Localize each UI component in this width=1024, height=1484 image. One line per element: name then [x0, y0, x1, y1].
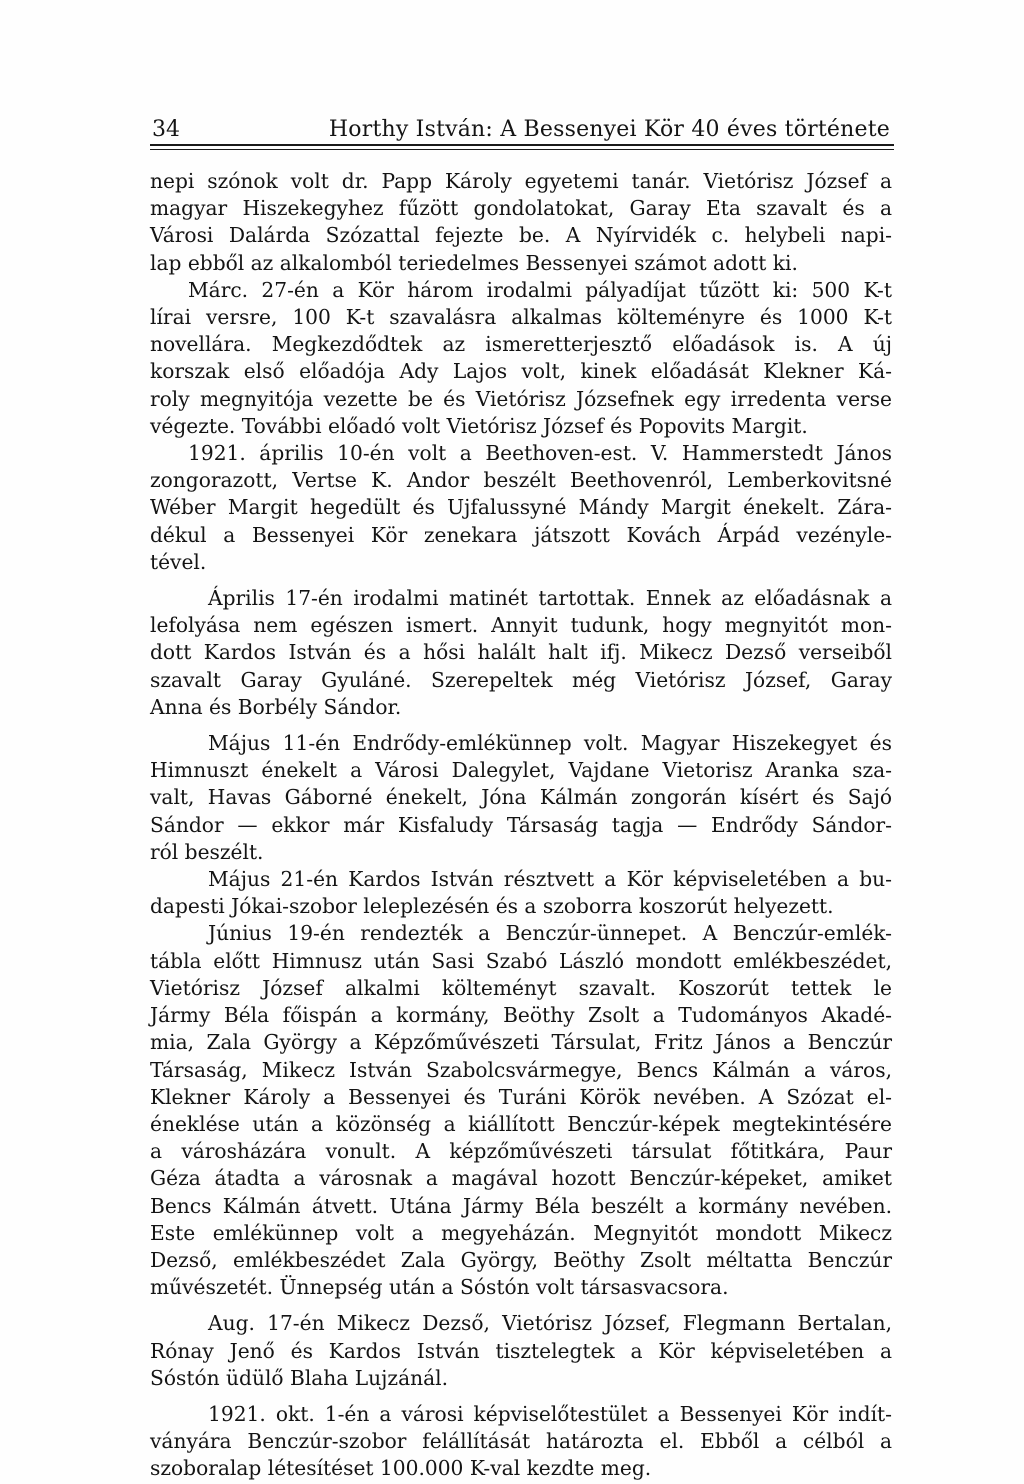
- text-line: dapesti Jókai-szobor leleplezésén és a szoborra koszorút helyezett.: [150, 894, 834, 919]
- text-line: ról beszélt.: [150, 839, 264, 864]
- text-line-content: Május 11-én Endrődy-emlékünnep volt. Magyar Hiszekegyet és: [208, 731, 892, 756]
- text-line: valt, Havas Gáborné énekelt, Jóna Kálmán zongorán kísért és Sajó: [150, 785, 892, 810]
- text-line: [150, 440, 892, 467]
- text-line-content: Április 17-én irodalmi matinét tartottak. Ennek az előadásnak a: [208, 586, 892, 611]
- text-line: Sándor — ekkor már Kisfaludy Társaság tagja — Endrődy Sándor-: [150, 812, 892, 837]
- text-line-content: 1921. április 10-én volt a Beethoven-est. V. Hammerstedt János: [188, 441, 892, 466]
- text-line: mia, Zala György a Képzőművészeti Társulat, Fritz János a Benczúr: [150, 1030, 892, 1055]
- text-line: Városi Dalárda Szózattal fejezte be. A Nyírvidék c. helybeli napi-: [150, 223, 892, 248]
- text-line: Géza átadta a városnak a magával hozott Benczúr-képeket, amiket: [150, 1166, 892, 1191]
- text-line-content: Május 21-én Kardos István résztvett a Kör képviseletében a bu-: [208, 867, 892, 892]
- text-line-content: 1921. okt. 1-én a városi képviselőtestület a Bessenyei Kör indít-: [208, 1401, 892, 1426]
- text-line: Jármy Béla főispán a kormány, Beöthy Zsolt a Tudományos Akadé-: [150, 1003, 892, 1028]
- text-line: magyar Hiszekegyhez fűzött gondolatokat, Garay Eta szavalt és a: [150, 196, 892, 221]
- text-line: [150, 1310, 892, 1337]
- text-line: Himnuszt énekelt a Városi Dalegylet, Vajdane Vietorisz Aranka sza-: [150, 758, 892, 783]
- text-line: [150, 1401, 892, 1428]
- header-rule: [150, 144, 894, 146]
- text-line: [150, 866, 892, 893]
- page-number: 34: [152, 117, 180, 142]
- text-line: novellára. Megkezdődtek az ismeretterjesztő előadások is. A új: [150, 332, 892, 357]
- text-line: Wéber Margit hegedült és Ujfalussyné Mándy Margit énekelt. Zára-: [150, 495, 892, 520]
- text-line: tével.: [150, 549, 207, 574]
- text-line: Társaság, Mikecz István Szabolcsvármegye, Bencs Kálmán a város,: [150, 1057, 892, 1082]
- text-line-content: Június 19-én rendezték a Benczúr-ünnepet. A Benczúr-emlék-: [208, 921, 892, 946]
- text-line: Bencs Kálmán átvett. Utána Jármy Béla beszélt a kormány nevében.: [150, 1193, 892, 1218]
- text-line: éneklése után a közönség a kiállított Benczúr-képek megtekintésére: [150, 1111, 892, 1136]
- text-line: végezte. További előadó volt Vietórisz József és Popovits Margit.: [150, 413, 808, 438]
- text-line: Vietórisz József alkalmi költeményt szavalt. Koszorút tettek le: [150, 975, 892, 1000]
- text-line: korszak első előadója Ady Lajos volt, kinek előadását Klekner Ká-: [150, 359, 892, 384]
- text-line: tábla előtt Himnusz után Sasi Szabó László mondott emlékbeszédet,: [150, 948, 892, 973]
- text-line: lefolyása nem egészen ismert. Annyit tudunk, hogy megnyitót mon-: [150, 613, 892, 638]
- text-line: Klekner Károly a Bessenyei és Turáni Körök nevében. A Szózat el-: [150, 1084, 892, 1109]
- text-line: Anna és Borbély Sándor.: [150, 694, 402, 719]
- text-line: ványára Benczúr-szobor felállítását határozta el. Ebből a célból a: [150, 1429, 892, 1454]
- text-line: roly megnyitója vezette be és Vietórisz Józsefnek egy irredenta verse: [150, 386, 892, 411]
- text-line: Rónay Jenő és Kardos István tisztelegtek a Kör képviseletében a: [150, 1338, 892, 1363]
- text-line: [150, 585, 892, 612]
- text-line: dékul a Bessenyei Kör zenekara játszott Kovách Árpád vezényle-: [150, 522, 892, 547]
- header-rule-thin: [150, 149, 894, 150]
- page-header: [148, 114, 894, 146]
- text-line: lírai versre, 100 K-t szavalásra alkalmas költeményre és 1000 K-t: [150, 305, 892, 330]
- text-line-content: Márc. 27-én a Kör három irodalmi pályadíjat tűzött ki: 500 K-t: [188, 277, 892, 302]
- text-line: [150, 920, 892, 947]
- running-title: Horthy István: A Bessenyei Kör 40 éves története: [328, 117, 890, 142]
- text-line: a városházára vonult. A képzőművészeti társulat főtitkára, Paur: [150, 1139, 892, 1164]
- text-line: lap ebből az alkalomból teriedelmes Bessenyei számot adott ki.: [150, 250, 798, 275]
- text-line: [150, 277, 892, 304]
- text-line: dott Kardos István és a hősi halált halt ifj. Mikecz Dezső verseiből: [150, 640, 892, 665]
- text-line: szoboralap létesítéset 100.000 K-val kezdte meg.: [150, 1456, 652, 1481]
- text-line: szavalt Garay Gyuláné. Szerepeltek még Vietórisz József, Garay: [150, 667, 892, 692]
- text-line: nepi szónok volt dr. Papp Károly egyetemi tanár. Vietórisz József a: [150, 169, 892, 193]
- text-line: Sóstón üdülő Blaha Lujzánál.: [150, 1365, 449, 1390]
- text-line: Dezső, emlékbeszédet Zala György, Beöthy Zsolt méltatta Benczúr: [150, 1247, 892, 1272]
- text-line-content: Aug. 17-én Mikecz Dezső, Vietórisz József, Flegmann Bertalan,: [208, 1311, 892, 1336]
- body-text: [150, 168, 892, 1483]
- text-line: [150, 730, 892, 757]
- text-line: zongorazott, Vertse K. Andor beszélt Beethovenról, Lemberkovitsné: [150, 468, 892, 493]
- text-line: Este emlékünnep volt a megyeházán. Megnyitót mondott Mikecz: [150, 1220, 892, 1245]
- text-line: művészetét. Ünnepség után a Sóstón volt társasvacsora.: [150, 1275, 729, 1300]
